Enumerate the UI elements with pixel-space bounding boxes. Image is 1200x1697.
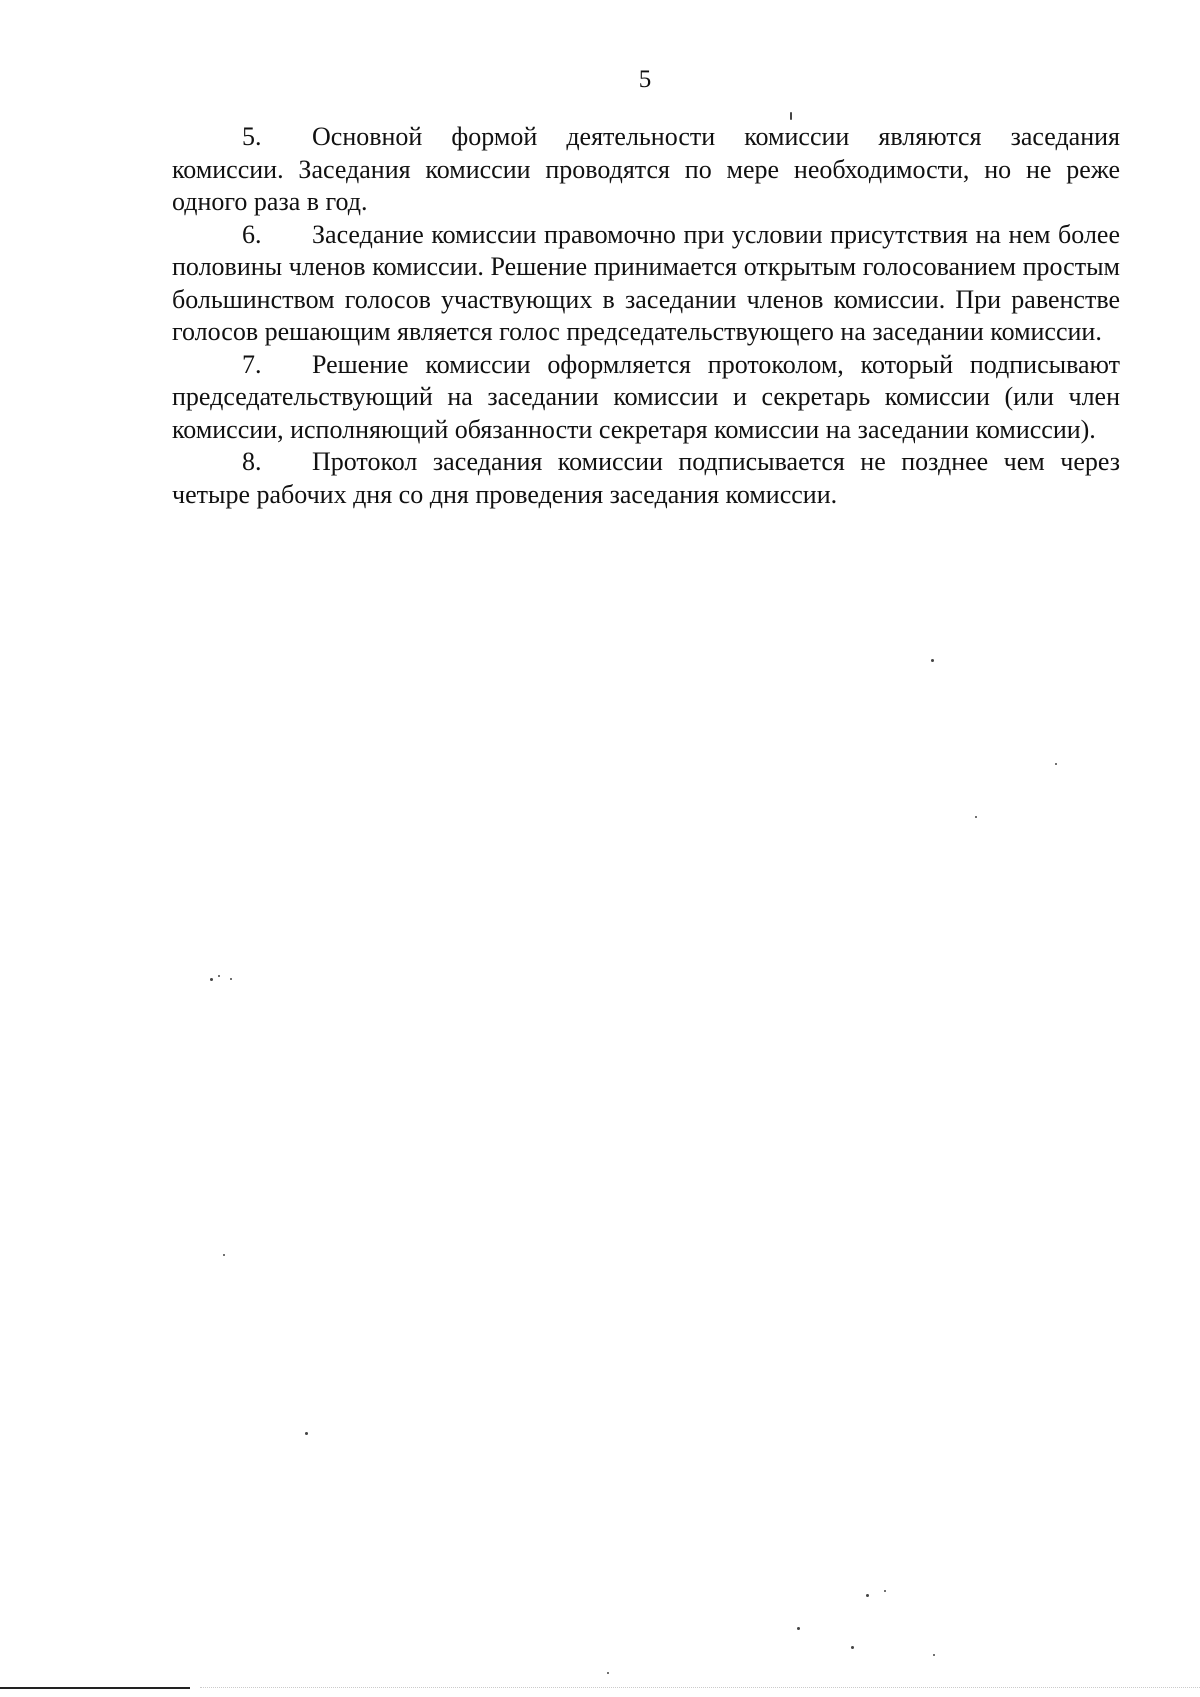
scan-speck (797, 1627, 800, 1630)
clause-number: 6. (242, 219, 262, 249)
clause-number: 7. (242, 349, 262, 379)
clause-6 (172, 219, 1120, 349)
scan-speck (305, 1432, 308, 1435)
scan-speck (884, 1590, 886, 1592)
document-body (172, 121, 1120, 511)
scan-speck (223, 1254, 225, 1256)
scan-speck (931, 659, 934, 662)
scan-speck (851, 1646, 854, 1649)
scan-speck (1055, 763, 1057, 765)
clause-text: Основной формой деятельности комиссии являются заседания комиссии. Заседания комиссии проводятся по мере необходимости, но не реже одного раза в год. (172, 122, 1120, 216)
clause-7 (172, 349, 1120, 447)
scan-speck (607, 1672, 609, 1674)
scan-speck (933, 1654, 935, 1656)
bottom-edge-noise (200, 1687, 1200, 1689)
scan-speck (790, 112, 792, 120)
page-number: 5 (638, 66, 652, 93)
clause-text: Протокол заседания комиссии подписывается не позднее чем через четыре рабочих дня со дня проведения заседания комиссии. (172, 447, 1120, 509)
scan-speck (230, 978, 232, 980)
clause-text: Заседание комиссии правомочно при условии присутствия на нем более половины членов комиссии. Решение принимается открытым голосованием простым большинством голосов участвующих в заседании членов комиссии. При равенстве голосов решающим является голос председательствующего на заседании комиссии. (172, 219, 1120, 346)
scan-speck (866, 1594, 869, 1597)
scan-speck (210, 978, 213, 981)
clause-number: 8. (242, 447, 262, 476)
clause-8 (172, 446, 1120, 511)
clause-5 (172, 121, 1120, 219)
bottom-edge-line (0, 1687, 190, 1689)
scan-speck (218, 975, 220, 977)
clause-number: 5. (242, 122, 262, 151)
clause-text: Решение комиссии оформляется протоколом, который подписывают председательствующий на заседании комиссии и секретарь комиссии (или член комиссии, исполняющий обязанности секретаря комиссии на заседании комиссии). (172, 349, 1120, 444)
scan-speck (975, 816, 977, 818)
